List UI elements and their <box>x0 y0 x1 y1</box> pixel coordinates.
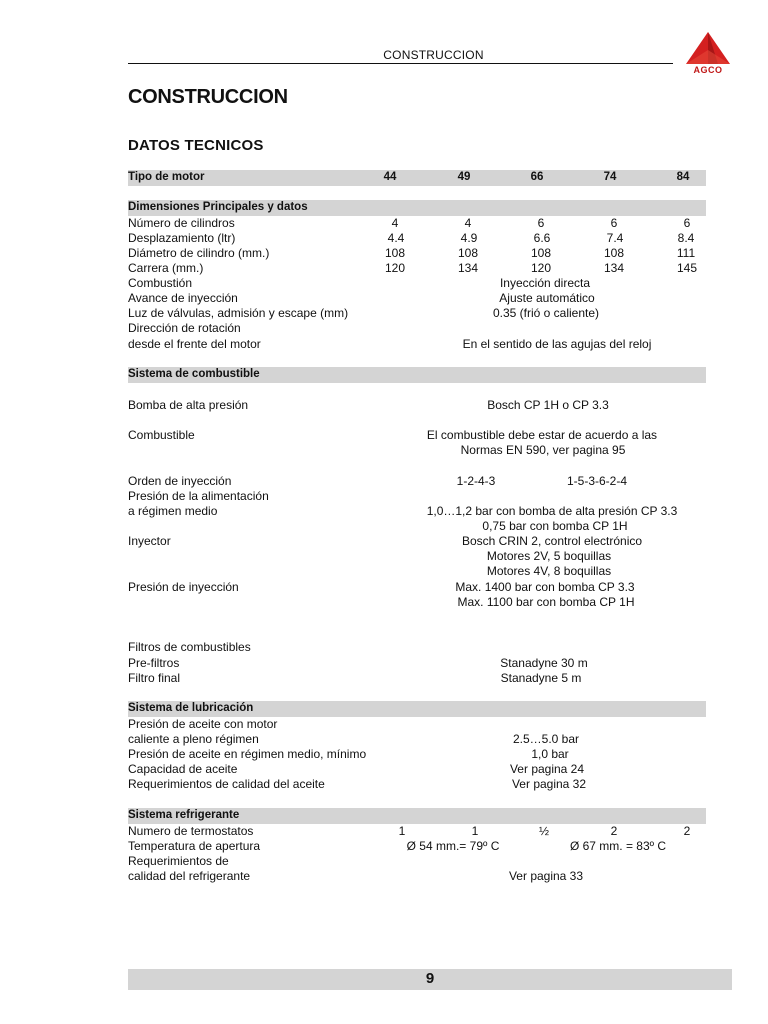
page-title: CONSTRUCCION <box>128 86 288 108</box>
oil-capacity-value: Ver pagina 24 <box>509 762 585 776</box>
thermostats-value: 2 <box>610 824 618 838</box>
displacement-value: 8.4 <box>677 231 695 245</box>
rotation-value: En el sentido de las agujas del reloj <box>462 337 652 351</box>
dimensions-heading: Dimensiones Principales y datos <box>128 201 308 213</box>
opening-temp-label: Temperatura de apertura <box>128 839 261 853</box>
coolant-value: Ver pagina 33 <box>508 869 584 883</box>
pre-filter-value: Stanadyne 30 m <box>500 656 588 670</box>
cylinders-value: 6 <box>683 216 691 230</box>
injector-label: Inyector <box>128 534 171 548</box>
injection-order-label: Orden de inyección <box>128 474 232 488</box>
displacement-value: 4.4 <box>387 231 405 245</box>
final-filter-label: Filtro final <box>128 671 181 685</box>
cooling-heading: Sistema refrigerante <box>128 809 240 821</box>
bore-value: 108 <box>384 246 406 260</box>
displacement-value: 6.6 <box>533 231 551 245</box>
displacement-value: 7.4 <box>606 231 624 245</box>
feed-pressure-label-2: a régimen medio <box>128 504 218 518</box>
bore-value: 108 <box>603 246 625 260</box>
injection-pressure-value: Max. 1400 bar con bomba CP 3.3 <box>455 580 635 594</box>
fuel-system-bar <box>128 367 706 383</box>
pre-filter-label: Pre-filtros <box>128 656 180 670</box>
dimensions-bar <box>128 200 706 216</box>
valves-label: Luz de válvulas, admisión y escape (mm) <box>128 306 349 320</box>
oil-quality-label: Requerimientos de calidad del aceite <box>128 777 325 791</box>
stroke-value: 145 <box>676 261 698 275</box>
cylinders-value: 4 <box>464 216 472 230</box>
combustion-label: Combustión <box>128 276 193 290</box>
cylinders-label: Número de cilindros <box>128 216 235 230</box>
rotation-label-2: desde el frente del motor <box>128 337 261 351</box>
pump-label: Bomba de alta presión <box>128 398 249 412</box>
bore-label: Diámetro de cilindro (mm.) <box>128 246 270 260</box>
agco-logo <box>682 30 734 76</box>
header-rule <box>128 63 673 64</box>
injection-pressure-value-2: Max. 1100 bar con bomba CP 1H <box>457 595 635 609</box>
injection-order-4cyl: 1-2-4-3 <box>456 474 496 488</box>
engine-model: 66 <box>530 171 544 183</box>
feed-pressure-value: 1,0…1,2 bar con bomba de alta presión CP 3.3 <box>426 504 678 518</box>
coolant-label: Requerimientos de <box>128 854 229 868</box>
bore-value: 108 <box>457 246 479 260</box>
fuel-filters-label: Filtros de combustibles <box>128 640 251 654</box>
stroke-value: 120 <box>384 261 406 275</box>
cylinders-value: 6 <box>537 216 545 230</box>
advance-label: Avance de inyección <box>128 291 238 305</box>
stroke-label: Carrera (mm.) <box>128 261 204 275</box>
thermostats-value: ½ <box>538 824 549 838</box>
fuel-label: Combustible <box>128 428 195 442</box>
oil-min-label: Presión de aceite en régimen medio, mínimo <box>128 747 367 761</box>
valves-value: 0.35 (frió o caliente) <box>492 306 600 320</box>
page-footer <box>128 969 732 990</box>
oil-min-value: 1,0 bar <box>531 747 569 761</box>
cylinders-value: 4 <box>391 216 399 230</box>
opening-temp-value-b: Ø 67 mm. = 83º C <box>569 839 667 853</box>
stroke-value: 134 <box>457 261 479 275</box>
injector-value-3: Motores 4V, 8 boquillas <box>486 564 612 578</box>
injector-value-2: Motores 2V, 5 boquillas <box>486 549 612 563</box>
injection-pressure-label: Presión de inyección <box>128 580 239 594</box>
displacement-value: 4.9 <box>460 231 478 245</box>
bore-value: 111 <box>676 246 696 260</box>
stroke-value: 134 <box>603 261 625 275</box>
stroke-value: 120 <box>530 261 552 275</box>
bore-value: 108 <box>530 246 552 260</box>
coolant-label-2: calidad del refrigerante <box>128 869 251 883</box>
combustion-value: Inyección directa <box>499 276 591 290</box>
page-number: 9 <box>425 970 435 987</box>
pump-value: Bosch CP 1H o CP 3.3 <box>487 398 609 412</box>
rotation-label: Dirección de rotación <box>128 321 241 335</box>
running-header: CONSTRUCCION <box>383 48 484 62</box>
lubrication-bar <box>128 701 706 717</box>
injector-value: Bosch CRIN 2, control electrónico <box>461 534 643 548</box>
engine-model: 84 <box>676 171 690 183</box>
thermostats-value: 1 <box>398 824 406 838</box>
thermostats-label: Numero de termostatos <box>128 824 254 838</box>
fuel-system-heading: Sistema de combustible <box>128 368 260 380</box>
oil-pressure-value: 2.5…5.0 bar <box>512 732 580 746</box>
oil-capacity-label: Capacidad de aceite <box>128 762 238 776</box>
fuel-value-2: Normas EN 590, ver pagina 95 <box>460 443 626 457</box>
feed-pressure-value-2: 0,75 bar con bomba CP 1H <box>482 519 628 533</box>
engine-type-bar <box>128 170 706 186</box>
feed-pressure-label: Presión de la alimentación <box>128 489 269 503</box>
fuel-value: El combustible debe estar de acuerdo a las <box>426 428 658 442</box>
cooling-bar <box>128 808 706 824</box>
displacement-label: Desplazamiento (ltr) <box>128 231 236 245</box>
agco-wordmark: AGCO <box>693 65 723 75</box>
engine-model: 74 <box>603 171 617 183</box>
engine-model: 49 <box>457 171 471 183</box>
advance-value: Ajuste automático <box>499 291 595 305</box>
thermostats-value: 1 <box>471 824 479 838</box>
engine-type-label: Tipo de motor <box>128 171 205 183</box>
oil-pressure-label: Presión de aceite con motor <box>128 717 278 731</box>
thermostats-value: 2 <box>683 824 691 838</box>
engine-model: 44 <box>383 171 397 183</box>
oil-quality-value: Ver pagina 32 <box>511 777 587 791</box>
cylinders-value: 6 <box>610 216 618 230</box>
section-title: DATOS TECNICOS <box>128 137 264 154</box>
lubrication-heading: Sistema de lubricación <box>128 702 254 714</box>
oil-pressure-label-2: caliente a pleno régimen <box>128 732 259 746</box>
opening-temp-value-a: Ø 54 mm.= 79º C <box>406 839 500 853</box>
final-filter-value: Stanadyne 5 m <box>500 671 582 685</box>
injection-order-6cyl: 1-5-3-6-2-4 <box>566 474 628 488</box>
